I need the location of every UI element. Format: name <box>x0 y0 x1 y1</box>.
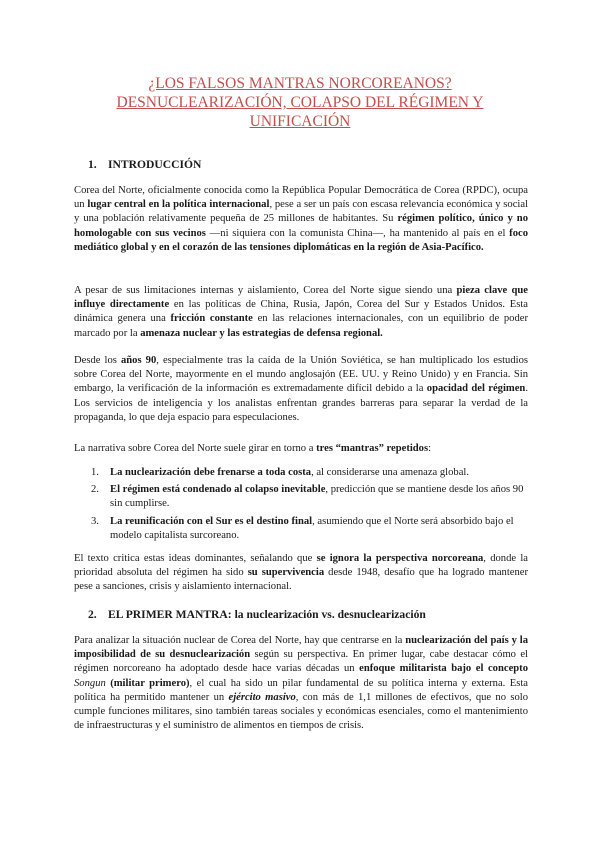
text-run: , al considerarse una amenaza global. <box>311 467 470 478</box>
bold-run: lugar central en la política internacional <box>87 199 270 211</box>
document-title <box>60 74 540 131</box>
text-run: Corea del Norte, oficialmente conocida como la República Popular Democrática de Corea (RPDC), ocupa un <box>74 185 528 211</box>
bold-run: La reunificación con el Sur es el destino final <box>110 515 313 527</box>
bold-run: fricción constante <box>170 313 253 325</box>
mantras-list <box>74 466 528 546</box>
bold-run: amenaza nuclear y las estrategias de defensa regional. <box>140 327 383 339</box>
title-line-1: ¿LOS FALSOS MANTRAS NORCOREANOS? <box>148 75 452 92</box>
bold-run: tres “mantras” repetidos <box>316 443 429 454</box>
bold-run: nuclearización del país y la imposibilidad de su desnuclearización <box>74 635 528 661</box>
title-line-3: UNIFICACIÓN <box>249 113 351 130</box>
bold-run: El régimen está condenado al colapso inevitable <box>110 484 326 496</box>
list-number: 2. <box>91 484 99 496</box>
text-run: según su perspectiva. En primer lugar, cabe destacar cómo el régimen norcoreano ha adoptado desde hace varias décadas un <box>74 649 528 675</box>
section-title: EL PRIMER MANTRA: la nuclearización vs. desnuclearización <box>108 608 426 621</box>
paragraph-2 <box>74 284 528 341</box>
section-heading-introduccion <box>88 158 201 172</box>
text-run: Para analizar la situación nuclear de Corea del Norte, hay que centrarse en la <box>74 635 406 646</box>
text-run: , pese a ser un país con escasa relevancia económica y social y una población relativamente pequeña de 25 millones de habitantes. Su <box>74 199 529 225</box>
section-title: INTRODUCCIÓN <box>108 158 202 171</box>
bold-run: La nuclearización debe frenarse a toda costa <box>110 467 312 478</box>
text-run: en las relaciones internacionales, con un equilibrio de poder marcado por la <box>74 313 528 339</box>
bold-run: régimen político, único y no homologable con sus vecinos <box>74 213 528 239</box>
text-run: , asumiendo que el Norte será absorbido bajo el modelo capitalista surcoreano. <box>110 515 514 541</box>
section-heading-primer-mantra <box>88 608 426 622</box>
bold-run: opacidad del régimen <box>426 383 526 395</box>
bold-run: se ignora la perspectiva norcoreana <box>316 553 484 564</box>
bold-run: su supervivencia <box>247 567 325 579</box>
list-item <box>74 515 528 543</box>
text-run: —ni siquiera con la comunista China—, ha mantenido al país en el <box>205 227 510 239</box>
text-run: La narrativa sobre Corea del Norte suele girar en torno a <box>74 443 317 454</box>
text-run: : <box>428 443 432 454</box>
text-run: . Los servicios de inteligencia y los analistas enfrentan grandes barreras para separar la verdad de la propaganda, lo que deja espacio para especulaciones. <box>74 383 528 423</box>
text-run: , el cual ha sido un pilar fundamental de su política interna y externa. Esta política ha permitido mantener un <box>74 677 528 703</box>
text-run: , donde la prioridad absoluta del régimen ha sido <box>74 553 528 579</box>
italic-run: Songun <box>74 677 106 689</box>
bold-italic-run: ejército masivo <box>228 691 296 703</box>
paragraph-4 <box>74 442 528 456</box>
bold-run: enfoque militarista bajo el concepto <box>359 663 528 675</box>
bold-run: pieza clave que influye directamente <box>74 285 528 311</box>
list-number: 3. <box>91 515 99 527</box>
list-item <box>74 483 528 511</box>
text-run: desde 1948, desafío que ha logrado mantener pese a sanciones, crisis y aislamiento internacional. <box>74 567 529 593</box>
paragraph-3 <box>74 354 528 425</box>
list-number: 1. <box>91 467 99 478</box>
bold-run: (militar primero) <box>105 677 190 689</box>
section-number: 1. <box>88 158 97 171</box>
list-item <box>74 466 528 480</box>
section-number: 2. <box>88 608 97 621</box>
text-run: , especialmente tras la caída de la Unión Soviética, se han multiplicado los estudios sobre Corea del Norte, mayormente en el mundo anglosajón (EE. UU. y Reino Unido) y en Francia. Sin embargo, la verificación de la información es extremadamente difícil debido a la <box>74 355 528 395</box>
text-run: El texto critica estas ideas dominantes, señalando que <box>74 553 317 564</box>
text-run: , predicción que se mantiene desde los años 90 sin cumplirse. <box>110 484 524 510</box>
text-run: , con más de 1,1 millones de efectivos, que no solo cumple funciones militares, sino también tareas sociales y económicas esenciales, como el mantenimiento de infraestructuras y el suministro de alimentos en tiempos de crisis. <box>74 691 528 732</box>
paragraph-1 <box>74 184 528 255</box>
paragraph-5 <box>74 552 528 595</box>
text-run: en las políticas de China, Rusia, Japón, Corea del Sur y Estados Unidos. Esta dinámica genera una <box>74 299 528 325</box>
title-line-2: DESNUCLEARIZACIÓN, COLAPSO DEL RÉGIMEN Y <box>116 94 484 111</box>
text-run: A pesar de sus limitaciones internas y aislamiento, Corea del Norte sigue siendo una <box>74 285 457 296</box>
text-run: Desde los <box>74 355 121 366</box>
paragraph-6 <box>74 634 528 733</box>
bold-run: foco mediático global y en el corazón de las tensiones diplomáticas en la región de Asia-Pacífico. <box>74 227 528 253</box>
bold-run: años 90 <box>120 355 157 366</box>
